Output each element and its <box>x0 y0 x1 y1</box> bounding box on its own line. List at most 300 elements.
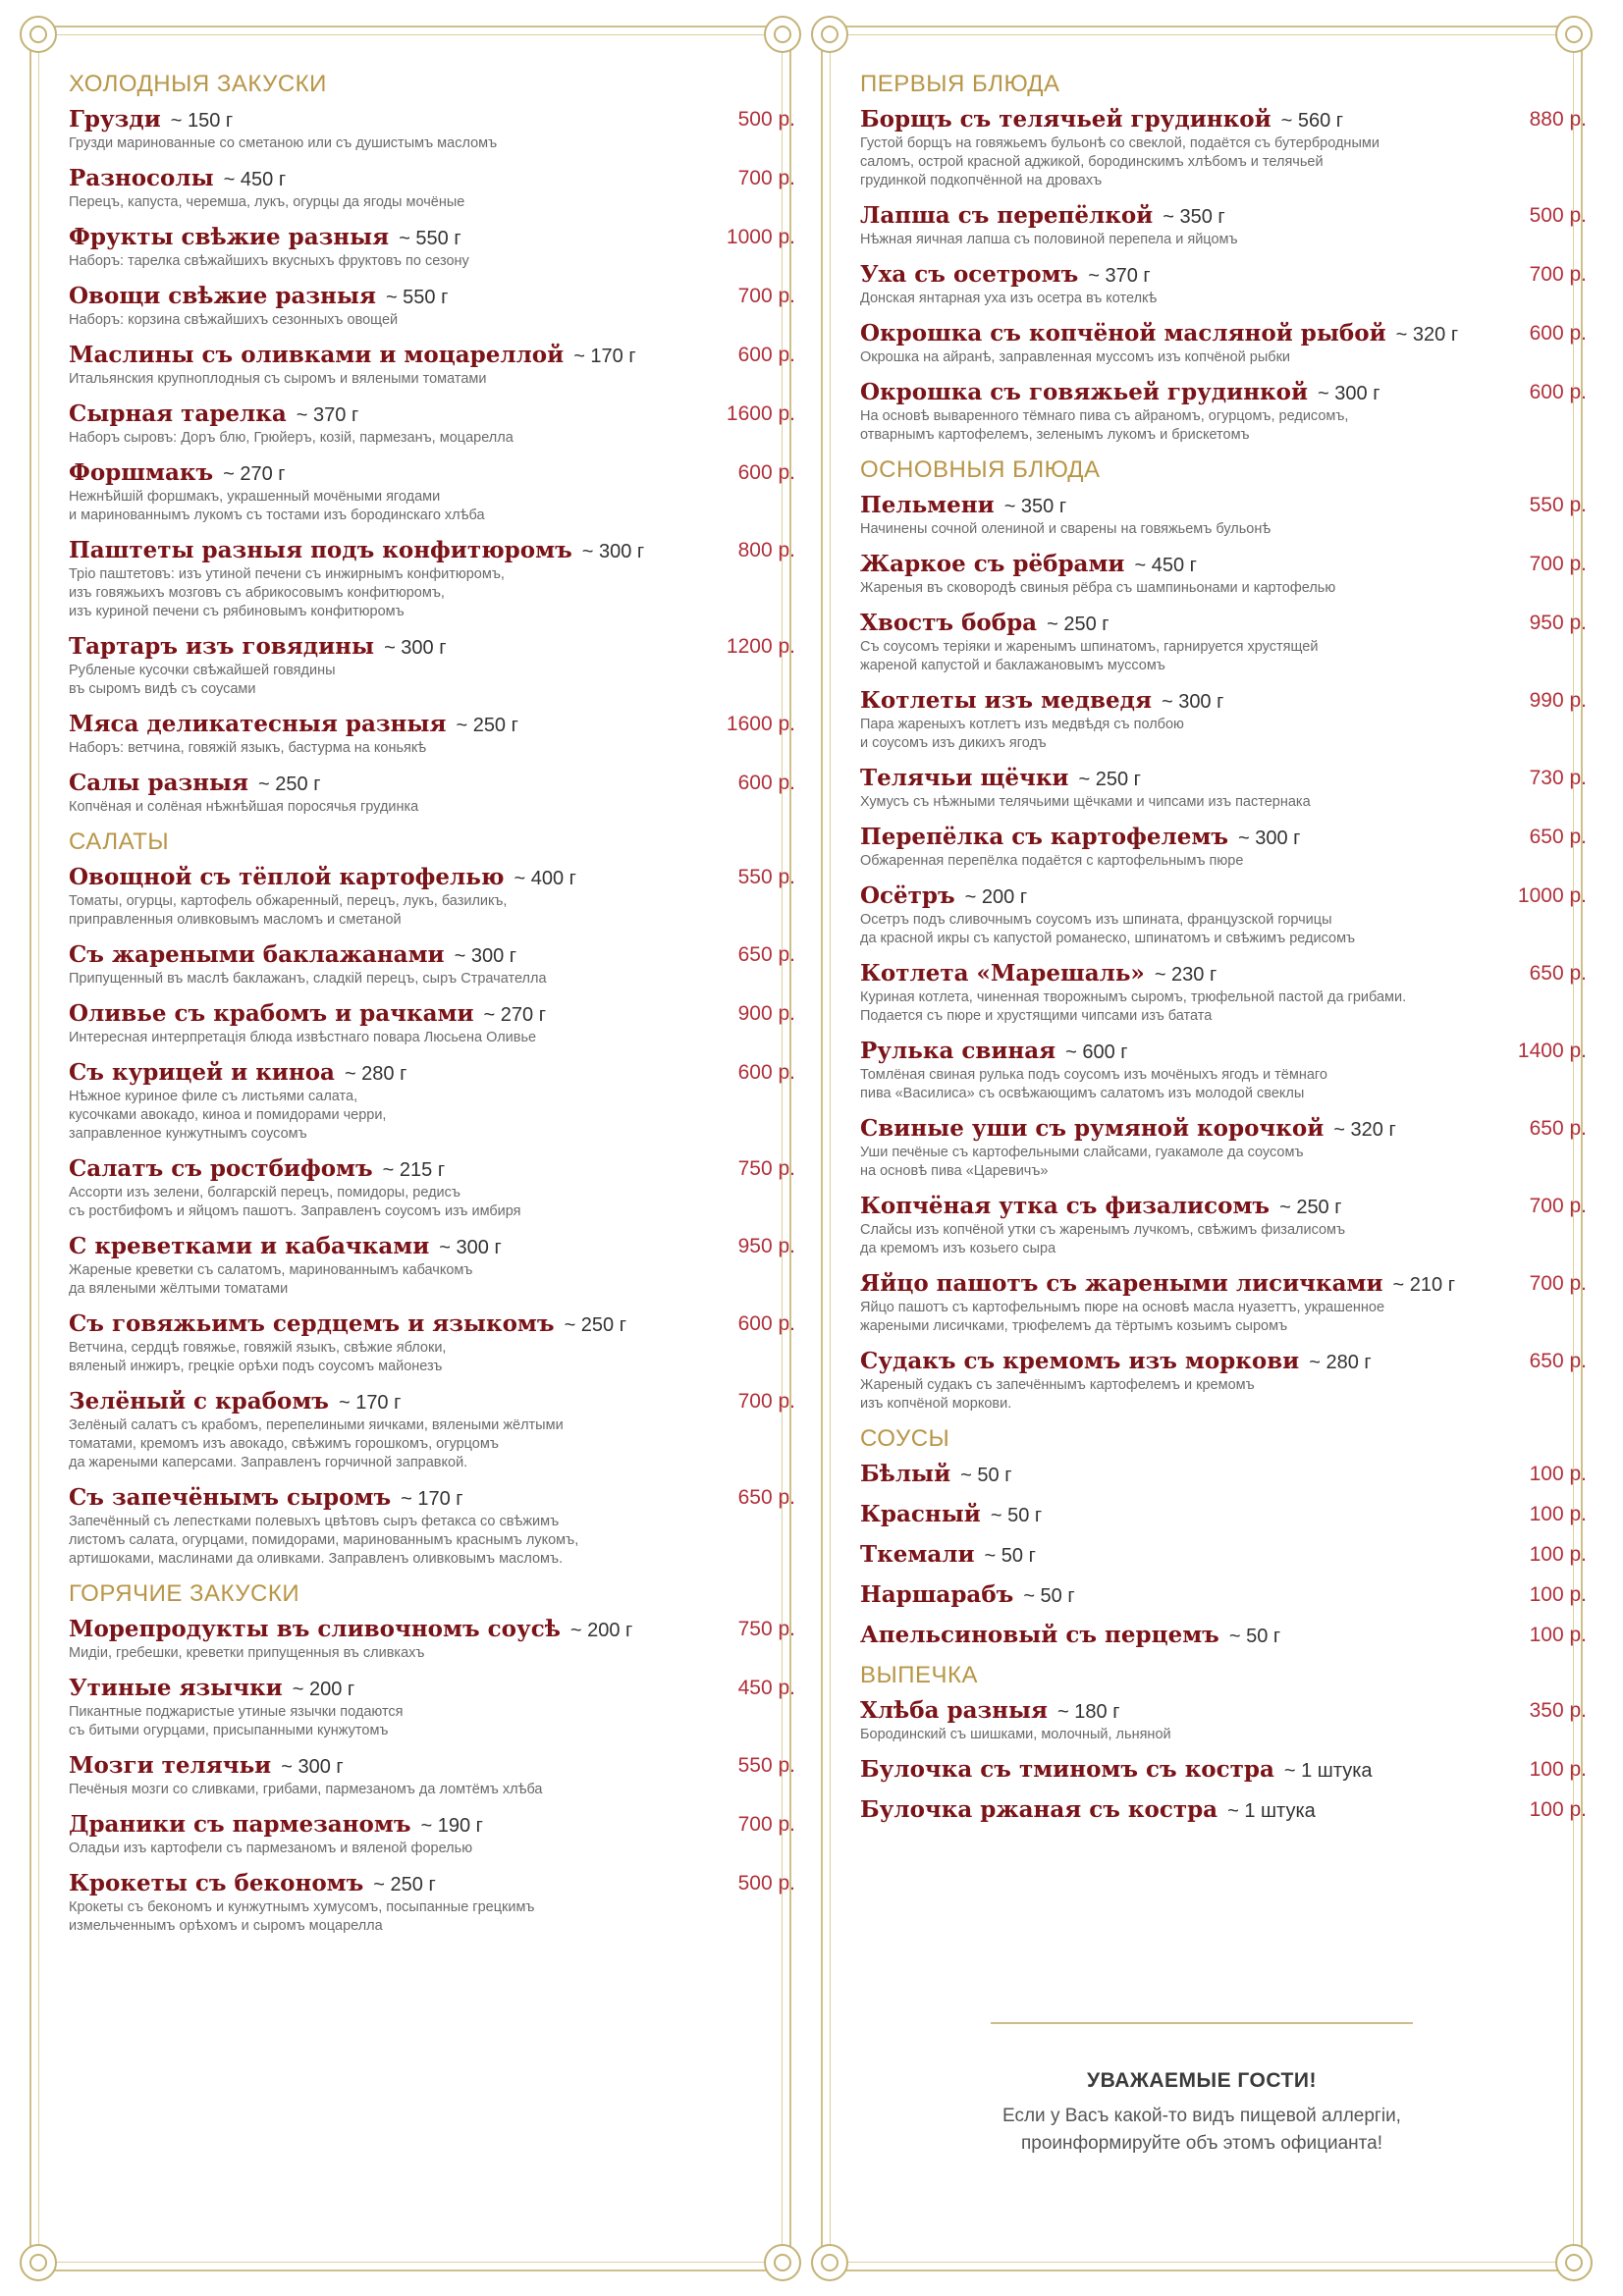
ornament-corner <box>811 16 848 53</box>
menu-item-header <box>69 1310 795 1339</box>
menu-item-header <box>860 492 1587 520</box>
menu-item-header <box>860 551 1587 579</box>
menu-item <box>69 1870 795 1936</box>
menu-item-price: 100 р. <box>1529 1503 1587 1525</box>
menu-item-weight: ~ 560 г <box>1280 110 1344 132</box>
menu-item <box>69 400 795 448</box>
menu-item-header <box>860 1796 1587 1825</box>
menu-item-weight: ~ 50 г <box>984 1545 1036 1567</box>
menu-item-price: 650 р. <box>737 943 795 966</box>
menu-item-name: Телячьи щёчки <box>860 765 1069 791</box>
menu-item-description: Куриная котлета, чиненная творожнымъ сыромъ, трюфельной пастой да грибами. Подается съ пюре и хрустящими чипсами изъ батата <box>860 989 1407 1024</box>
menu-item-name: Жаркое съ рёбрами <box>860 551 1125 577</box>
menu-item-header <box>69 342 795 370</box>
menu-item-description: Жареный судакъ съ запечённымъ картофелемъ и кремомъ изъ копчёной моркови. <box>860 1377 1255 1412</box>
menu-item-description: Бородинский съ шишками, молочный, льняной <box>860 1727 1171 1742</box>
menu-item <box>69 1616 795 1663</box>
menu-item-header <box>860 1541 1587 1570</box>
menu-item <box>860 1348 1587 1414</box>
menu-item-name: Паштеты разныя подъ конфитюромъ <box>69 537 572 563</box>
menu-item-description: Мидіи, гребешки, креветки припущенныя въ сливкахъ <box>69 1645 425 1661</box>
menu-item <box>860 261 1587 308</box>
menu-item-name: Борщъ съ телячьей грудинкой <box>860 106 1271 133</box>
menu-item-description: Нежнѣйшій форшмакъ, украшенный мочёными ягодами и маринованнымъ лукомъ съ тостами изъ бородинскаго хлѣба <box>69 489 485 523</box>
menu-item-price: 100 р. <box>1529 1798 1587 1821</box>
menu-item <box>69 106 795 153</box>
menu-item <box>69 459 795 525</box>
menu-item-weight: ~ 300 г <box>1318 383 1380 404</box>
menu-item-weight: ~ 50 г <box>1228 1626 1281 1647</box>
menu-item-header <box>69 711 795 739</box>
menu-item-name: Лапша съ перепёлкой <box>860 202 1154 229</box>
menu-item-name: Овощи свѣжие разныя <box>69 283 376 309</box>
menu-item-name: Крокеты съ бекономъ <box>69 1870 364 1896</box>
menu-item-weight: ~ 320 г <box>1395 324 1459 346</box>
menu-item-price: 1000 р. <box>1517 884 1587 907</box>
section-title: ГОРЯЧИЕ ЗАКУСКИ <box>69 1580 300 1607</box>
menu-item-weight: ~ 200 г <box>964 886 1028 908</box>
menu-item-description: Нѣжная яичная лапша съ половиной перепела и яйцомъ <box>860 232 1238 247</box>
menu-item-header <box>860 765 1587 793</box>
menu-item-price: 650 р. <box>1529 962 1587 985</box>
menu-item-header <box>860 320 1587 348</box>
menu-item <box>860 1193 1587 1258</box>
menu-item-weight: ~ 1 штука <box>1227 1800 1316 1822</box>
menu-item-header <box>69 400 795 429</box>
section-title: СОУСЫ <box>860 1425 950 1452</box>
menu-item-price: 500 р. <box>1529 204 1587 227</box>
menu-item-name: Перепёлка съ картофелемъ <box>860 824 1228 850</box>
menu-item-name: Фрукты свѣжие разныя <box>69 224 390 250</box>
menu-item-header <box>860 1038 1587 1066</box>
menu-item-price: 450 р. <box>737 1677 795 1699</box>
section-title: ХОЛОДНЫЯ ЗАКУСКИ <box>69 71 327 97</box>
menu-item-description: Осетръ подъ сливочнымъ соусомъ изъ шпината, французской горчицы да красной икры съ капустой романеско, шпинатомъ и свѣжимъ редисомъ <box>860 912 1356 946</box>
menu-item-header <box>860 1193 1587 1221</box>
menu-item-name: Утиные язычки <box>69 1675 283 1701</box>
menu-item-price: 600 р. <box>737 772 795 794</box>
menu-item-description: Интересная интерпретація блюда извѣстнаго повара Люсьена Оливье <box>69 1030 537 1045</box>
menu-item-price: 550 р. <box>737 866 795 888</box>
menu-item-name: Салы разныя <box>69 770 249 796</box>
menu-item-header <box>69 1233 795 1261</box>
menu-item-weight: ~ 600 г <box>1065 1041 1128 1063</box>
left-menu-panel <box>29 26 795 2271</box>
menu-item <box>69 1752 795 1799</box>
menu-item-header <box>860 824 1587 852</box>
menu-item-description: Копчёная и солёная нѣжнѣйшая поросячья грудинка <box>69 799 419 815</box>
menu-item-name: Бѣлый <box>860 1461 951 1487</box>
menu-item-price: 100 р. <box>1529 1463 1587 1485</box>
menu-item-header <box>860 202 1587 231</box>
menu-item <box>860 1796 1587 1825</box>
menu-section <box>860 71 1587 445</box>
menu-item-description: Слайсы изъ копчёной утки съ жаренымъ лучкомъ, свѣжимъ физалисомъ да кремомъ изъ козьего сыра <box>860 1222 1346 1256</box>
menu-item-name: Морепродукты въ сливочномъ соусѣ <box>69 1616 561 1642</box>
menu-item-name: Свиные уши съ румяной корочкой <box>860 1115 1325 1142</box>
menu-item-name: Булочка съ тминомъ съ костра <box>860 1756 1274 1783</box>
menu-item-price: 600 р. <box>737 344 795 366</box>
menu-item-weight: ~ 190 г <box>420 1815 483 1837</box>
menu-item-weight: ~ 250 г <box>258 774 321 795</box>
menu-item-header <box>860 960 1587 988</box>
menu-item-weight: ~ 170 г <box>573 346 636 367</box>
menu-item-weight: ~ 550 г <box>385 287 449 308</box>
menu-item-header <box>69 224 795 252</box>
menu-item-header <box>69 1484 795 1513</box>
menu-item <box>69 537 795 621</box>
menu-item-name: Сырная тарелка <box>69 400 287 427</box>
menu-item <box>860 1115 1587 1181</box>
menu-item-price: 100 р. <box>1529 1583 1587 1606</box>
menu-item-weight: ~ 450 г <box>223 169 287 190</box>
menu-item-description: Пара жареныхъ котлетъ изъ медвѣдя съ полбою и соусомъ изъ дикихъ ягодъ <box>860 717 1184 751</box>
menu-item <box>69 224 795 271</box>
menu-item-price: 700 р. <box>1529 263 1587 286</box>
menu-item-weight: ~ 300 г <box>1161 691 1224 713</box>
menu-item-price: 700 р. <box>737 1390 795 1413</box>
menu-item <box>860 202 1587 249</box>
menu-item <box>69 165 795 212</box>
menu-item <box>69 864 795 930</box>
menu-section <box>860 1425 1587 1650</box>
menu-item-description: Ветчина, сердцѣ говяжье, говяжій языкъ, свѣжие яблоки, вяленый инжиръ, грецкіе орѣхи подъ соусомъ майонезъ <box>69 1340 447 1374</box>
menu-item <box>860 320 1587 367</box>
menu-item-header <box>860 1461 1587 1489</box>
menu-item-weight: ~ 280 г <box>1309 1352 1372 1373</box>
menu-item-name: Красный <box>860 1501 981 1527</box>
ornament-corner <box>764 16 801 53</box>
menu-item <box>69 1811 795 1858</box>
menu-item-description: Ассорти изъ зелени, болгарскій перецъ, помидоры, редисъ съ ростбифомъ и яйцомъ пашотъ. Заправленъ соусомъ изъ имбиря <box>69 1185 521 1219</box>
menu-item-name: Рулька свиная <box>860 1038 1056 1064</box>
menu-item-header <box>860 1756 1587 1785</box>
menu-item-header <box>69 633 795 662</box>
menu-item-name: Наршарабъ <box>860 1581 1014 1608</box>
menu-item-description: Печёныя мозги со сливками, грибами, пармезаномъ да ломтёмъ хлѣба <box>69 1782 543 1797</box>
menu-item-price: 650 р. <box>1529 826 1587 848</box>
menu-item <box>69 1310 795 1376</box>
menu-item-weight: ~ 320 г <box>1333 1119 1396 1141</box>
menu-item-description: Жареныя въ сковородѣ свиныя рёбра съ шампиньонами и картофелью <box>860 580 1336 596</box>
menu-item-header <box>69 459 795 488</box>
menu-item-price: 990 р. <box>1529 689 1587 712</box>
menu-item <box>69 1675 795 1740</box>
menu-item-header <box>69 1000 795 1029</box>
menu-item-name: Зелёный с крабомъ <box>69 1388 329 1415</box>
menu-section <box>69 71 795 817</box>
right-column <box>860 67 1587 1837</box>
menu-item-weight: ~ 50 г <box>960 1465 1012 1486</box>
menu-item-description: Пикантные поджаристые утиные язычки подаются съ битыми огурцами, присыпанными кунжутомъ <box>69 1704 404 1738</box>
menu-item-description: Припущенный въ маслѣ баклажанъ, сладкій перецъ, сыръ Страчателла <box>69 971 547 987</box>
menu-item <box>69 342 795 389</box>
menu-item-price: 800 р. <box>737 539 795 561</box>
menu-item-weight: ~ 250 г <box>1047 614 1109 635</box>
menu-section <box>69 828 795 1569</box>
menu-item-description: Нѣжное куриное филе съ листьями салата, кусочками авокадо, киноа и помидорами черри, заправленное кунжутнымъ соусомъ <box>69 1089 387 1142</box>
menu-item-weight: ~ 350 г <box>1163 206 1225 228</box>
menu-item-description: Густой борщъ на говяжьемъ бульонѣ со свеклой, подаётся съ бутербродными саломъ, острой красной аджикой, бородинскимъ хлѣбомъ и телячьей грудинкой подкопчённой на дровахъ <box>860 135 1380 188</box>
menu-item-weight: ~ 50 г <box>1023 1585 1075 1607</box>
menu-item-price: 700 р. <box>737 167 795 189</box>
menu-item-price: 600 р. <box>1529 381 1587 403</box>
menu-item-weight: ~ 250 г <box>456 715 518 736</box>
menu-item-header <box>69 1388 795 1416</box>
ornament-corner <box>811 2244 848 2281</box>
menu-item-name: Булочка ржаная съ костра <box>860 1796 1218 1823</box>
menu-item-name: Копчёная утка съ физалисомъ <box>860 1193 1271 1219</box>
menu-item-name: Съ говяжьимъ сердцемъ и языкомъ <box>69 1310 555 1337</box>
menu-item-description: Крокеты съ бекономъ и кунжутнымъ хумусомъ, посыпанные грецкимъ измельченнымъ орѣхомъ и сыромъ моцарелла <box>69 1899 535 1934</box>
allergy-notice <box>821 2022 1583 2158</box>
menu-item <box>860 1270 1587 1336</box>
menu-item-weight: ~ 250 г <box>1078 769 1141 790</box>
menu-item-description: Итальянския крупноплодныя съ сыромъ и вялеными томатами <box>69 371 487 387</box>
menu-item <box>860 824 1587 871</box>
menu-item-name: Тартаръ изъ говядины <box>69 633 375 660</box>
ornament-corner <box>1555 2244 1593 2281</box>
menu-item-header <box>860 1270 1587 1299</box>
menu-item-name: Маслины съ оливками и моцареллой <box>69 342 565 368</box>
menu-item-description: Жареные креветки съ салатомъ, маринованнымъ кабачкомъ да вялеными жёлтыми томатами <box>69 1262 473 1297</box>
menu-item-price: 1600 р. <box>726 713 795 735</box>
menu-item-description: Томлёная свиная рулька подъ соусомъ изъ мочёныхъ ягодъ и тёмнаго пива «Василиса» съ освѣжающимъ салатомъ изъ молодой свеклы <box>860 1067 1327 1101</box>
menu-item <box>860 492 1587 539</box>
menu-item-header <box>69 283 795 311</box>
menu-item-header <box>860 1348 1587 1376</box>
menu-item-weight: ~ 300 г <box>439 1237 502 1258</box>
menu-item-price: 700 р. <box>1529 1272 1587 1295</box>
menu-item-price: 730 р. <box>1529 767 1587 789</box>
menu-item-price: 500 р. <box>737 108 795 131</box>
menu-item-weight: ~ 400 г <box>514 868 576 889</box>
menu-item <box>860 1581 1587 1610</box>
menu-item-weight: ~ 150 г <box>170 110 234 132</box>
menu-item-weight: ~ 215 г <box>382 1159 446 1181</box>
menu-item-price: 700 р. <box>1529 553 1587 575</box>
menu-item-name: Осётръ <box>860 882 955 909</box>
menu-section <box>69 1580 795 1936</box>
menu-item-name: Пельмени <box>860 492 995 518</box>
menu-item-description: Грузди маринованные со сметаною или съ душистымъ масломъ <box>69 135 498 151</box>
menu-item-weight: ~ 200 г <box>292 1679 355 1700</box>
menu-item-header <box>69 1752 795 1781</box>
menu-item-name: Съ жареными баклажанами <box>69 941 445 968</box>
menu-item-header <box>69 770 795 798</box>
menu-item-price: 600 р. <box>737 1061 795 1084</box>
menu-item-description: Перецъ, капуста, черемша, лукъ, огурцы да ягоды мочёные <box>69 194 465 210</box>
menu-item-name: Мозги телячьи <box>69 1752 272 1779</box>
menu-item-name: Мяса деликатесныя разныя <box>69 711 447 737</box>
menu-item-price: 700 р. <box>1529 1195 1587 1217</box>
menu-item-description: Тріо паштетовъ: изъ утиной печени съ инжирнымъ конфитюромъ, изъ говяжьихъ мозговъ съ абрикосовымъ конфитюромъ, изъ куриной печени съ рябиновымъ конфитюромъ <box>69 566 505 619</box>
menu-item-name: Овощной съ тёплой картофелью <box>69 864 505 890</box>
menu-item-weight: ~ 200 г <box>569 1620 633 1641</box>
menu-item-price: 500 р. <box>737 1872 795 1895</box>
menu-item-description: Наборъ: корзина свѣжайшихъ сезонныхъ овощей <box>69 312 399 328</box>
menu-item-name: Окрошка съ копчёной масляной рыбой <box>860 320 1386 347</box>
menu-item-header <box>69 1155 795 1184</box>
menu-item-name: Разносолы <box>69 165 214 191</box>
menu-item-price: 550 р. <box>737 1754 795 1777</box>
menu-item-weight: ~ 210 г <box>1392 1274 1456 1296</box>
menu-item <box>860 687 1587 753</box>
menu-item <box>860 765 1587 812</box>
menu-item-weight: ~ 170 г <box>338 1392 402 1414</box>
menu-item-name: Уха съ осетромъ <box>860 261 1079 288</box>
section-title: ОСНОВНЫЯ БЛЮДА <box>860 456 1101 483</box>
menu-item-weight: ~ 250 г <box>1279 1197 1342 1218</box>
menu-item-price: 950 р. <box>1529 612 1587 634</box>
menu-item-header <box>860 379 1587 407</box>
menu-item <box>69 1233 795 1299</box>
menu-item <box>69 1059 795 1144</box>
menu-item-name: Яйцо пашотъ съ жареными лисичками <box>860 1270 1383 1297</box>
menu-item <box>69 941 795 988</box>
menu-item <box>860 610 1587 675</box>
menu-item-weight: ~ 1 штука <box>1283 1760 1373 1782</box>
menu-item-price: 650 р. <box>1529 1350 1587 1372</box>
menu-item <box>69 1155 795 1221</box>
menu-item-header <box>860 610 1587 638</box>
menu-item-header <box>860 687 1587 716</box>
menu-item-price: 650 р. <box>1529 1117 1587 1140</box>
menu-item-header <box>860 1622 1587 1650</box>
menu-item-price: 880 р. <box>1529 108 1587 131</box>
menu-item <box>860 882 1587 948</box>
menu-item <box>860 1501 1587 1529</box>
menu-item <box>860 379 1587 445</box>
menu-item-price: 750 р. <box>737 1157 795 1180</box>
menu-item-header <box>69 1616 795 1644</box>
menu-item-price: 100 р. <box>1529 1758 1587 1781</box>
menu-item-name: Оливье съ крабомъ и рачками <box>69 1000 474 1027</box>
menu-item-price: 1600 р. <box>726 402 795 425</box>
menu-item <box>860 960 1587 1026</box>
menu-item-name: Драники съ пармезаномъ <box>69 1811 411 1838</box>
allergy-title: УВАЖАЕМЫЕ ГОСТИ! <box>1087 2069 1317 2092</box>
menu-item-weight: ~ 300 г <box>581 541 645 562</box>
menu-item-header <box>860 1501 1587 1529</box>
menu-item-header <box>69 1811 795 1840</box>
menu-item-description: Начинены сочной олениной и сварены на говяжьемъ бульонѣ <box>860 521 1271 537</box>
menu-item <box>860 1622 1587 1650</box>
menu-item-weight: ~ 370 г <box>1088 265 1151 287</box>
menu-item-name: С креветками и кабачками <box>69 1233 430 1259</box>
menu-item-description: На основѣ вываренного тёмнаго пива съ айраномъ, огурцомъ, редисомъ, отварнымъ картофелемъ, зеленымъ лукомъ и брискетомъ <box>860 408 1349 443</box>
menu-item <box>69 1388 795 1472</box>
menu-item-weight: ~ 270 г <box>223 463 286 485</box>
menu-item-weight: ~ 270 г <box>483 1004 547 1026</box>
menu-item-description: Хумусъ съ нѣжными телячьими щёчками и чипсами изъ пастернака <box>860 794 1311 810</box>
menu-item-price: 350 р. <box>1529 1699 1587 1722</box>
menu-item-weight: ~ 50 г <box>990 1505 1043 1526</box>
menu-item-description: Донская янтарная уха изъ осетра въ котелкѣ <box>860 291 1158 306</box>
menu-item <box>860 1461 1587 1489</box>
menu-item-description: Зелёный салатъ съ крабомъ, перепелиными яичками, вялеными жёлтыми томатами, кремомъ изъ авокадо, свѣжимъ горошкомъ, огурцомъ да жареными каперсами. Заправленъ горчичной заправкой. <box>69 1417 564 1470</box>
left-column <box>69 67 795 1948</box>
menu-item-price: 700 р. <box>737 1813 795 1836</box>
menu-item-price: 100 р. <box>1529 1543 1587 1566</box>
menu-item-description: Наборъ: ветчина, говяжій языкъ, бастурма на коньякѣ <box>69 740 427 756</box>
menu-item <box>69 283 795 330</box>
menu-item-header <box>860 882 1587 911</box>
menu-item-weight: ~ 300 г <box>454 945 517 967</box>
menu-item <box>860 1541 1587 1570</box>
menu-item <box>860 106 1587 190</box>
menu-item-header <box>69 1870 795 1898</box>
menu-item-header <box>69 1675 795 1703</box>
menu-item-header <box>69 537 795 565</box>
menu-item-header <box>69 106 795 134</box>
menu-item-description: Наборъ: тарелка свѣжайшихъ вкусныхъ фруктовъ по сезону <box>69 253 469 269</box>
menu-item-price: 600 р. <box>737 1312 795 1335</box>
menu-item-description: Наборъ сыровъ: Доръ блю, Грюйеръ, козій, пармезанъ, моцарелла <box>69 430 514 446</box>
menu-item-weight: ~ 350 г <box>1003 496 1067 517</box>
menu-item-price: 750 р. <box>737 1618 795 1640</box>
menu-item-header <box>860 1581 1587 1610</box>
menu-item-description: Окрошка на айранѣ, заправленная муссомъ изъ копчёной рыбки <box>860 349 1291 365</box>
menu-item <box>69 711 795 758</box>
menu-item-description: Уши печёные съ картофельными слайсами, гуакамоле да соусомъ на основѣ пива «Царевичъ» <box>860 1145 1304 1179</box>
menu-item-header <box>69 165 795 193</box>
menu-item-name: Съ запечёнымъ сыромъ <box>69 1484 392 1511</box>
menu-item-name: Хвостъ бобра <box>860 610 1038 636</box>
menu-item-weight: ~ 370 г <box>296 404 359 426</box>
menu-item-header <box>860 106 1587 134</box>
menu-item <box>69 1484 795 1569</box>
menu-item-description: Запечённый съ лепестками полевыхъ цвѣтовъ сыръ фетакса со свѣжимъ листомъ салата, огурцами, помидорами, маринованнымъ краснымъ лукомъ, артишоками, маслинами да оливками. Заправленъ оливковымъ масломъ. <box>69 1514 579 1567</box>
menu-item-price: 650 р. <box>737 1486 795 1509</box>
menu-item-description: Яйцо пашотъ съ картофельнымъ пюре на основѣ масла нуазеттъ, украшенное жареными лисичками, трюфелемъ да тёртымъ козьимъ сыромъ <box>860 1300 1385 1334</box>
menu-item-name: Апельсиновый съ перцемъ <box>860 1622 1219 1648</box>
menu-item-name: Котлеты изъ медведя <box>860 687 1152 714</box>
menu-item <box>860 1697 1587 1744</box>
menu-item-price: 600 р. <box>737 461 795 484</box>
menu-item-weight: ~ 300 г <box>1237 828 1301 849</box>
menu-item-weight: ~ 230 г <box>1154 964 1217 986</box>
menu-item-name: Съ курицей и киноа <box>69 1059 335 1086</box>
right-menu-panel <box>821 26 1587 2271</box>
ornament-corner <box>764 2244 801 2281</box>
menu-item-name: Салатъ съ ростбифомъ <box>69 1155 373 1182</box>
menu-item-price: 1200 р. <box>726 635 795 658</box>
menu-item-description: Оладьи изъ картофели съ пармезаномъ и вяленой форелью <box>69 1841 473 1856</box>
menu-item <box>69 1000 795 1047</box>
menu-item-price: 900 р. <box>737 1002 795 1025</box>
menu-item <box>69 633 795 699</box>
menu-item-weight: ~ 280 г <box>344 1063 407 1085</box>
menu-item <box>860 551 1587 598</box>
menu-item <box>860 1038 1587 1103</box>
menu-item-description: Томаты, огурцы, картофель обжаренный, перецъ, лукъ, базиликъ, приправленныя оливковымъ масломъ и сметаной <box>69 893 508 928</box>
menu-item-weight: ~ 300 г <box>281 1756 344 1778</box>
menu-item <box>860 1756 1587 1785</box>
menu-item-header <box>860 261 1587 290</box>
menu-item-weight: ~ 450 г <box>1134 555 1197 576</box>
menu-item-weight: ~ 180 г <box>1057 1701 1120 1723</box>
menu-item-description: Рубленые кусочки свѣжайшей говядины въ сыромъ видѣ съ соусами <box>69 663 336 697</box>
menu-item-weight: ~ 250 г <box>564 1314 627 1336</box>
menu-item-weight: ~ 550 г <box>399 228 461 249</box>
menu-item-price: 700 р. <box>737 285 795 307</box>
menu-item-header <box>69 941 795 970</box>
menu-item-name: Ткемали <box>860 1541 975 1568</box>
menu-item-weight: ~ 250 г <box>373 1874 436 1896</box>
section-title: ВЫПЕЧКА <box>860 1662 978 1688</box>
ornament-corner <box>20 16 57 53</box>
